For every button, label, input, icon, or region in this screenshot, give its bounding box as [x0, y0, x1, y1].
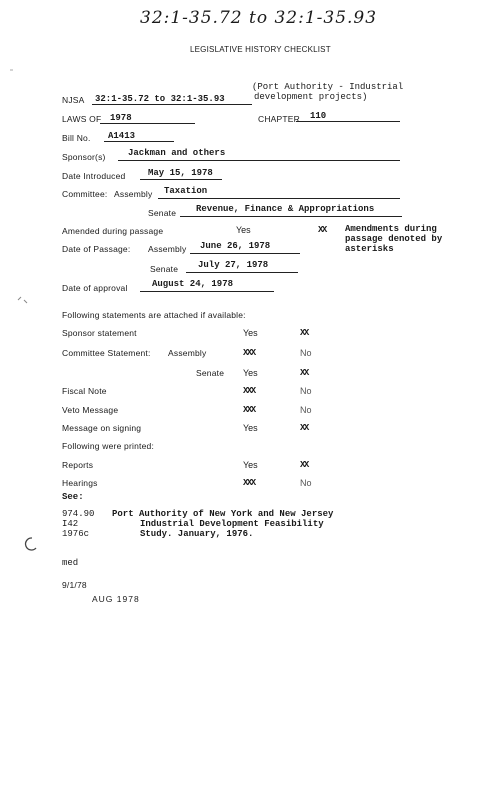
signing-message-no: XX [300, 423, 308, 433]
handwritten-citation: 32:1-35.72 to 32:1-35.93 [140, 8, 378, 28]
committee-assembly-no: No [300, 348, 312, 358]
sponsor-statement-yes: Yes [243, 328, 258, 338]
hearings-label: Hearings [62, 478, 98, 488]
fiscal-note-yes: XXX [243, 386, 255, 396]
chapter-label: CHAPTER [258, 114, 301, 124]
committee-senate-yes: Yes [243, 368, 258, 378]
committee-assembly-value: Taxation [164, 186, 208, 196]
page-title: LEGISLATIVE HISTORY CHECKLIST [190, 45, 331, 54]
veto-message-label: Veto Message [62, 405, 119, 415]
committee-statement-assembly: Assembly [168, 348, 207, 358]
veto-message-yes: XXX [243, 405, 255, 415]
sponsor-label: Sponsor(s) [62, 152, 106, 162]
call-number-line2: I42 [62, 519, 79, 529]
sponsor-value: Jackman and others [128, 148, 226, 158]
approval-value: August 24, 1978 [152, 279, 234, 289]
amended-note-line3: asterisks [345, 244, 394, 254]
reference-line2: Industrial Development Feasibility [140, 519, 324, 529]
hearings-no: No [300, 478, 312, 488]
approval-label: Date of approval [62, 283, 128, 293]
bill-value: A1413 [108, 131, 136, 141]
fiscal-note-no: No [300, 386, 312, 396]
punch-hole-icon [26, 538, 36, 550]
committee-senate-label: Senate [148, 208, 177, 218]
hearings-yes: XXX [243, 478, 255, 488]
njsa-note-line1: (Port Authority - Industrial [252, 82, 404, 92]
introduced-label: Date Introduced [62, 171, 126, 181]
introduced-value: May 15, 1978 [148, 168, 213, 178]
committee-assembly-yes: XXX [243, 348, 255, 358]
passage-assembly-label: Assembly [148, 244, 187, 254]
footer-date: 9/1/78 [62, 580, 87, 590]
committee-statement-senate: Senate [196, 368, 225, 378]
committee-statement-label: Committee Statement: [62, 348, 151, 358]
committee-assembly-label: Assembly [114, 189, 153, 199]
fiscal-note-label: Fiscal Note [62, 386, 107, 396]
amended-note-line2: passage denoted by [345, 234, 443, 244]
signing-message-label: Message on signing [62, 423, 142, 433]
laws-label: LAWS OF [62, 114, 102, 124]
bill-label: Bill No. [62, 133, 91, 143]
reference-line3: Study. January, 1976. [140, 529, 254, 539]
njsa-label: NJSA [62, 95, 85, 105]
amended-yes: Yes [236, 225, 251, 235]
amended-note-line1: Amendments during [345, 224, 437, 234]
njsa-value: 32:1-35.72 to 32:1-35.93 [95, 94, 225, 104]
reference-line1: Port Authority of New York and New Jersey [112, 509, 334, 519]
reports-label: Reports [62, 460, 94, 470]
passage-senate-label: Senate [150, 264, 179, 274]
amended-no-mark: XX [318, 225, 326, 235]
committee-senate-value: Revenue, Finance & Appropriations [196, 204, 375, 214]
njsa-note-line2: development projects) [254, 92, 368, 102]
passage-senate-value: July 27, 1978 [198, 260, 269, 270]
chapter-value: 110 [310, 111, 327, 121]
margin-mark-icon [18, 297, 27, 303]
reports-no: XX [300, 460, 308, 470]
sponsor-statement-label: Sponsor statement [62, 328, 137, 338]
call-number-line1: 974.90 [62, 509, 95, 519]
committee-label: Committee: [62, 189, 108, 199]
received-stamp: AUG 1978 [92, 594, 140, 604]
committee-senate-no: XX [300, 368, 308, 378]
call-number-line3: 1976c [62, 529, 90, 539]
passage-label: Date of Passage: [62, 244, 131, 254]
initials: med [62, 558, 79, 568]
see-label: See: [62, 492, 84, 502]
passage-assembly-value: June 26, 1978 [200, 241, 271, 251]
veto-message-no: No [300, 405, 312, 415]
statements-heading: Following statements are attached if available: [62, 310, 246, 320]
signing-message-yes: Yes [243, 423, 258, 433]
amended-label: Amended during passage [62, 226, 164, 236]
printed-heading: Following were printed: [62, 441, 155, 451]
sponsor-statement-no: XX [300, 328, 308, 338]
reports-yes: Yes [243, 460, 258, 470]
laws-value: 1978 [110, 113, 132, 123]
